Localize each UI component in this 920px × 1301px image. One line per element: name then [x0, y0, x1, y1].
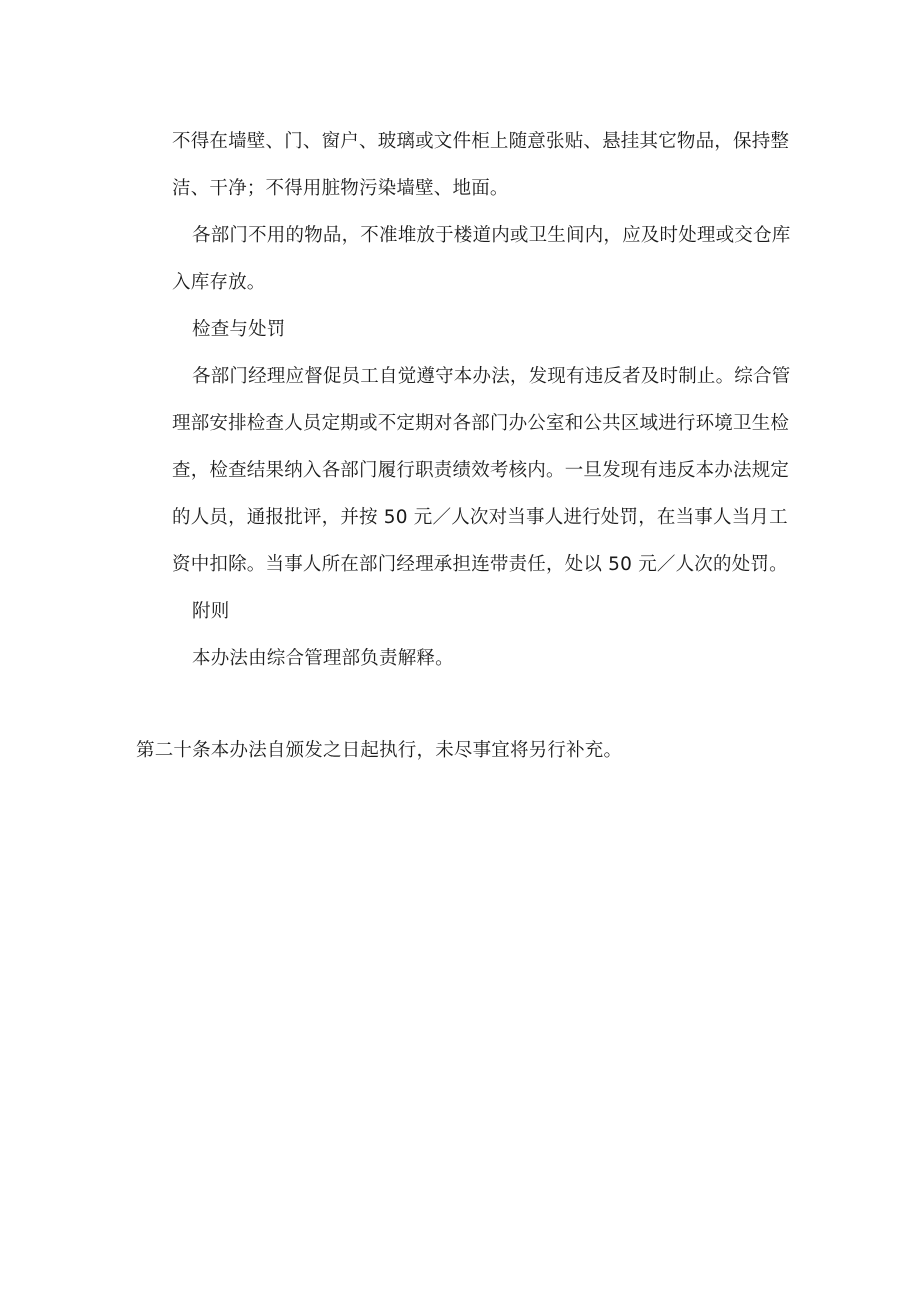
article-twenty: 第二十条本办法自颁发之日起执行，未尽事宜将另行补充。 — [136, 740, 623, 761]
section-heading-appendix: 附则 — [192, 601, 230, 622]
paragraph-inspection-penalty: 各部门经理应督促员工自觉遵守本办法，发现有违反者及时制止。综合管理部安排检查人员定期或不定期对各部门办公室和公共区域进行环境卫生检查，检查结果纳入各部门履行职责绩效考核内。一旦发现有违反本办法规定的人员，通报批评，并按 50 元／人次对当事人进行处罚，在当事人当月工资中扣除。当事人所在部门经理承担连带责任，处以 50 元／人次的处罚。 — [172, 366, 791, 575]
paragraph-wall-posting-rule: 不得在墙壁、门、窗户、玻璃或文件柜上随意张贴、悬挂其它物品，保持整洁、干净；不得用脏物污染墙壁、地面。 — [172, 131, 790, 199]
paragraph-interpretation: 本办法由综合管理部负责解释。 — [192, 648, 454, 669]
paragraph-unused-items-rule: 各部门不用的物品，不准堆放于楼道内或卫生间内，应及时处理或交仓库入库存放。 — [172, 225, 791, 293]
section-heading-inspection: 检查与处罚 — [192, 319, 286, 340]
